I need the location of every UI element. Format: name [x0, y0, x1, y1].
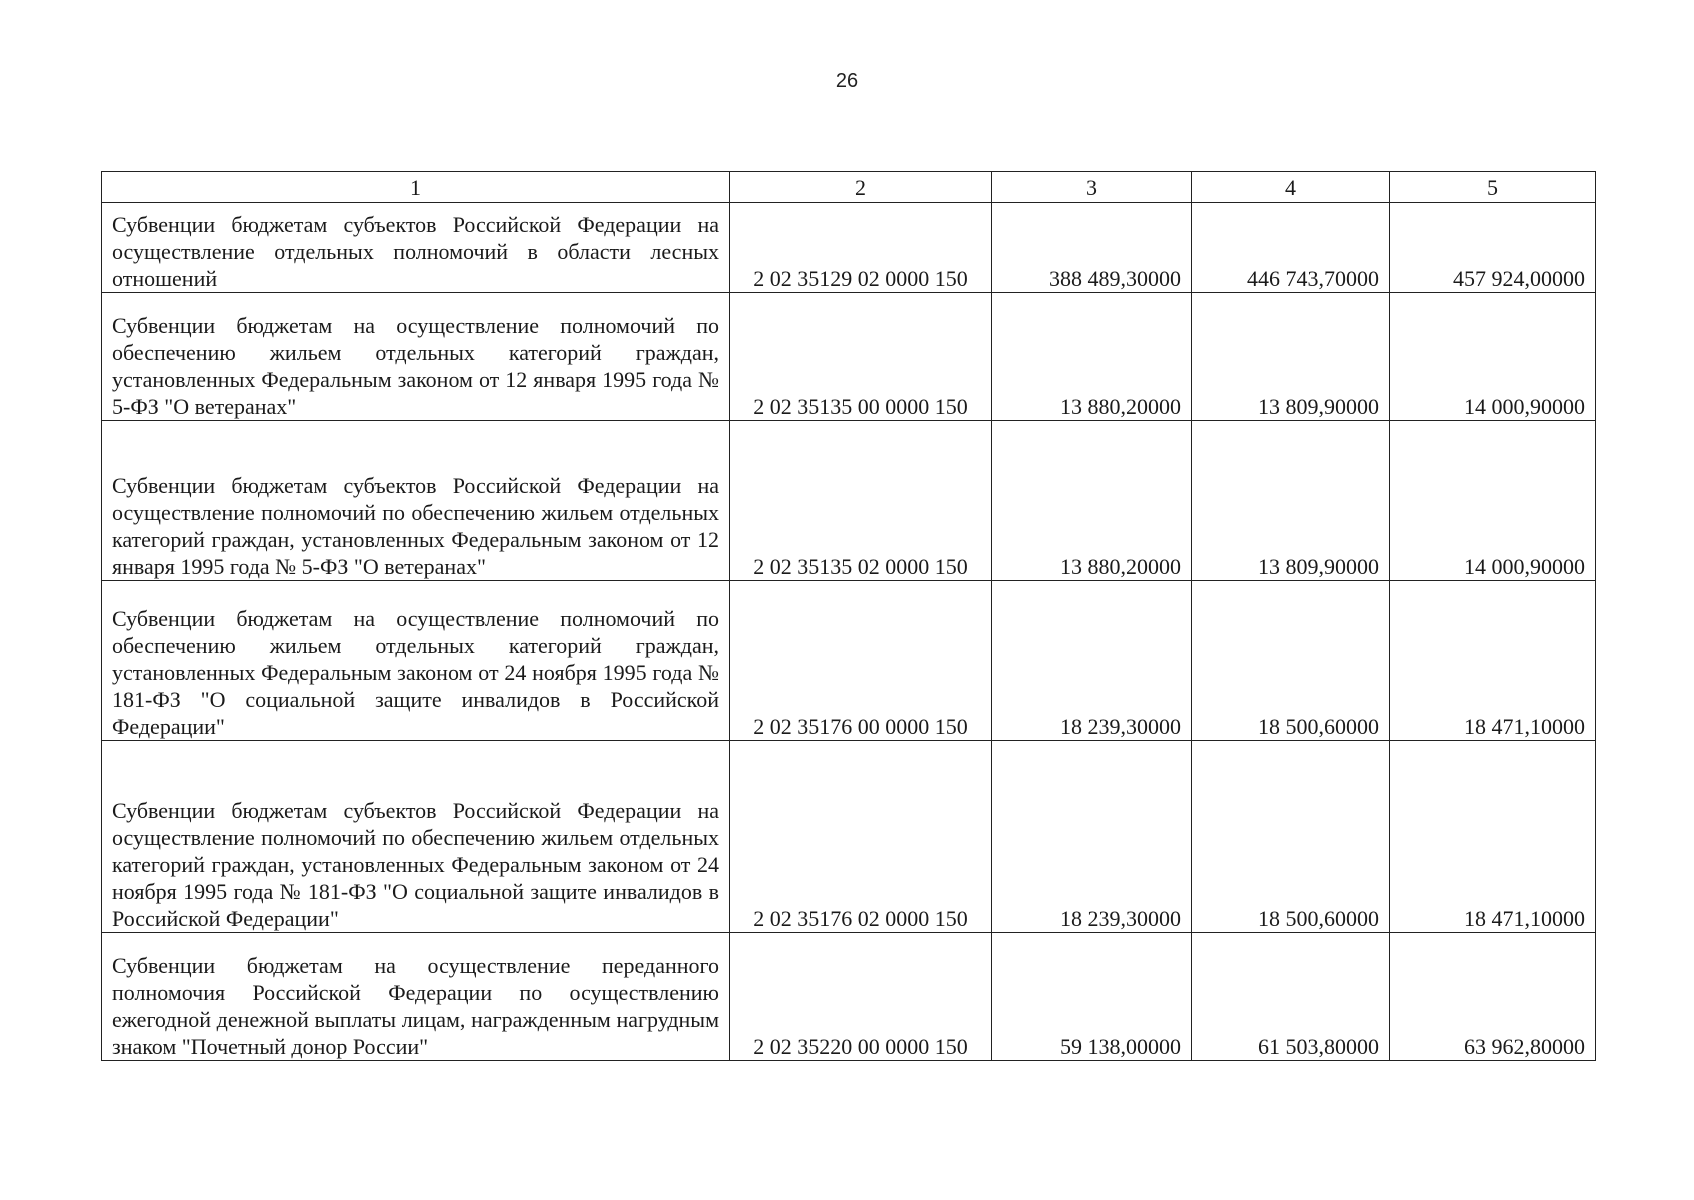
row-description: Субвенции бюджетам субъектов Российской Федерации на осуществление отдельных полномочий в области лесных отношений: [102, 203, 730, 293]
table-row: [102, 293, 1596, 421]
row-budget-code: 2 02 35129 02 0000 150: [730, 203, 992, 293]
table-row: [102, 741, 1596, 933]
row-value-col4: 446 743,70000: [1192, 203, 1390, 293]
row-value-col3: 388 489,30000: [992, 203, 1192, 293]
row-value-col5: 14 000,90000: [1390, 293, 1596, 421]
row-value-col4: 18 500,60000: [1192, 741, 1390, 933]
row-description: Субвенции бюджетам субъектов Российской Федерации на осуществление полномочий по обеспечению жильем отдельных категорий граждан, установленных Федеральным законом от 24 ноября 1995 года № 181-ФЗ "О социальной защите инвалидов в Российской Федерации": [102, 741, 730, 933]
row-description: Субвенции бюджетам на осуществление полномочий по обеспечению жильем отдельных категорий граждан, установленных Федеральным законом от 12 января 1995 года № 5-ФЗ "О ветеранах": [102, 293, 730, 421]
row-value-col5: 18 471,10000: [1390, 581, 1596, 741]
row-description: Субвенции бюджетам субъектов Российской Федерации на осуществление полномочий по обеспечению жильем отдельных категорий граждан, установленных Федеральным законом от 12 января 1995 года № 5-ФЗ "О ветеранах": [102, 421, 730, 581]
column-header-3: 3: [992, 172, 1192, 203]
row-value-col5: 457 924,00000: [1390, 203, 1596, 293]
column-header-5: 5: [1390, 172, 1596, 203]
row-value-col5: 18 471,10000: [1390, 741, 1596, 933]
row-value-col4: 13 809,90000: [1192, 421, 1390, 581]
row-budget-code: 2 02 35220 00 0000 150: [730, 933, 992, 1061]
row-value-col3: 18 239,30000: [992, 581, 1192, 741]
row-budget-code: 2 02 35176 00 0000 150: [730, 581, 992, 741]
column-header-2: 2: [730, 172, 992, 203]
column-header-1: 1: [102, 172, 730, 203]
row-value-col3: 59 138,00000: [992, 933, 1192, 1061]
table-row: [102, 421, 1596, 581]
row-description: Субвенции бюджетам на осуществление полномочий по обеспечению жильем отдельных категорий граждан, установленных Федеральным законом от 24 ноября 1995 года № 181-ФЗ "О социальной защите инвалидов в Российской Федерации": [102, 581, 730, 741]
row-value-col3: 13 880,20000: [992, 421, 1192, 581]
table-row: [102, 933, 1596, 1061]
row-budget-code: 2 02 35176 02 0000 150: [730, 741, 992, 933]
row-budget-code: 2 02 35135 02 0000 150: [730, 421, 992, 581]
row-value-col3: 18 239,30000: [992, 741, 1192, 933]
row-description: Субвенции бюджетам на осуществление переданного полномочия Российской Федерации по осуществлению ежегодной денежной выплаты лицам, награжденным нагрудным знаком "Почетный донор России": [102, 933, 730, 1061]
row-value-col4: 13 809,90000: [1192, 293, 1390, 421]
row-budget-code: 2 02 35135 00 0000 150: [730, 293, 992, 421]
table-row: [102, 203, 1596, 293]
row-value-col5: 63 962,80000: [1390, 933, 1596, 1061]
table-header-row: [102, 172, 1596, 203]
column-header-4: 4: [1192, 172, 1390, 203]
row-value-col5: 14 000,90000: [1390, 421, 1596, 581]
row-value-col3: 13 880,20000: [992, 293, 1192, 421]
row-value-col4: 18 500,60000: [1192, 581, 1390, 741]
budget-table: [101, 171, 1596, 1061]
table-row: [102, 581, 1596, 741]
page-number: 26: [835, 70, 859, 92]
row-value-col4: 61 503,80000: [1192, 933, 1390, 1061]
